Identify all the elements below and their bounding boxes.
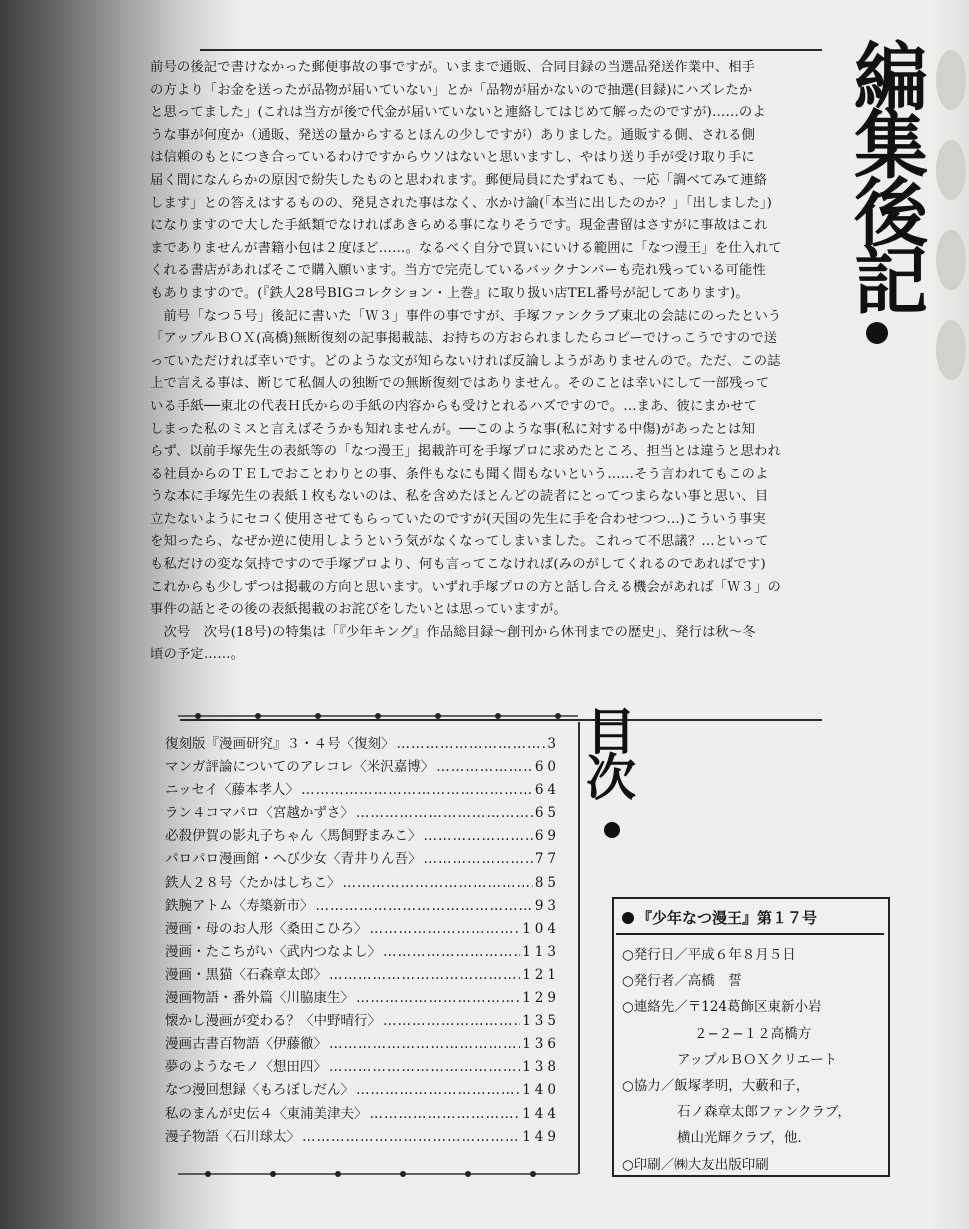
colophon-title-text: 『少年なつ漫王』第１７号 [637,909,818,927]
toc-leader-dots [356,802,533,825]
cooperation: ○協力／飯塚孝明，大藪和子， [622,1078,810,1095]
toc-entry-title: 懐かし漫画が変わる？〈中野晴行〉 [165,1013,381,1030]
printing: ○印刷／㈱大友出版印刷 [622,1156,769,1173]
toc-entry-page: 64 [534,782,560,799]
editorial-line: らず、以前手塚先生の表紙等の「なつ漫王」掲載許可を手塚プロに求めたところ、担当とは違うと思われ [150,444,781,460]
top-divider [200,49,822,51]
editorial-line: と思ってました」(これは当方が後で代金が届いていないと連絡してはじめて解ったのですが)……のよ [150,105,766,121]
editorial-line: は信頼のもとにつき合っているわけですからウソはないと思いますし、やはり送り手が受け取り手に [150,150,755,166]
toc-entry [165,918,560,941]
editorial-line: までありませんが書籍小包は２度ほど……。なるべく自分で買いにいける範囲に「なつ漫王」を仕入れて [150,240,783,256]
toc-chain-border-bottom [178,1168,578,1180]
toc-entry-title: パロパロ漫画館・へび少女〈青井りん吾〉 [165,851,422,868]
toc-entry-page: 136 [522,1036,560,1053]
editorial-line: 届く間になんらかの原因で紛失したものと思われます。郵便局員にたずねても、一応「調べてみて連絡 [150,172,768,188]
editorial-line: 前号の後記で書けなかった郵便事故の事ですが。いままで通販、合同目録の当選品発送作業中、相手 [150,60,756,75]
bullet-icon [622,912,634,924]
editorial-line: 次号 次号(18号)の特集は「『少年キング』作品総目録〜創刊から休刊までの歴史」、発行は秋〜冬 [150,624,756,640]
toc-entry [165,733,560,756]
toc-entry [165,1033,560,1056]
toc-leader-dots [316,895,533,918]
issue-date: ○発行日／平成６年８月５日 [622,947,796,963]
toc-entry [165,872,560,895]
toc-entry-title: 漫画・黒猫〈石森章太郎〉 [165,966,327,983]
contact-address: ○連絡先／〒124葛飾区東新小岩 [622,999,822,1016]
toc-leader-dots [397,733,546,756]
toc-entry-page: 60 [534,759,560,776]
toc-entry-page: 144 [522,1105,560,1122]
toc-entry [165,941,560,964]
toc-entry-page: 77 [534,851,560,868]
toc-entry-title: 夢のようなモノ〈想田四〉 [165,1059,327,1076]
contact-organization: アップルＢＯＸクリエート [677,1051,838,1068]
editorial-line: 前号「なつ５号」後記に書いた「Ｗ３」事件の事ですが、手塚ファンクラブ東北の会誌にのったという [150,308,782,324]
toc-entry-page: 129 [522,990,560,1007]
toc-entry [165,1010,560,1033]
toc-entry [165,1103,560,1126]
toc-entry [165,848,560,871]
editorial-line: これからも少しずつは掲載の方向と思います。いずれ手塚プロの方と話し合える機会があれば「Ｗ３」の [150,579,781,595]
toc-leader-dots [356,987,520,1010]
toc-leader-dots [424,825,533,848]
colophon-box [612,897,890,1177]
toc-entry-title: 必殺伊賀の影丸子ちゃん〈馬飼野まみこ〉 [165,828,422,845]
toc-leader-dots [436,756,533,779]
toc-entry-page: 3 [547,736,560,752]
editorial-line: くれる書店があればそこで購入願います。当方で完売しているバックナンバーも売れ残っている可能性 [150,263,766,279]
contact-address-line2: ２−２−１２高橋方 [694,1025,812,1042]
editorial-line: 事件の話とその後の表紙掲載のお詫びをしたいとは思っていますが。 [150,602,567,618]
toc-heading: 目次 [578,705,636,797]
toc-leader-dots [383,1010,520,1033]
editorial-line: します」との答えはするものの、発見された事はなく、水かけ論(「本当に出したのか？」「出しました」) [150,195,772,211]
colophon-title [622,907,817,928]
colophon-details [622,942,851,1178]
toc-entry-title: マンガ評論についてのアレコレ〈米沢嘉博〉 [165,759,435,776]
editorial-line: っていただければ幸いです。どのような文が知らないければ反論しようがありませんので。ただ、この誌 [150,353,781,369]
toc-leader-dots [383,941,520,964]
editorial-line: の方より「お金を送ったが品物が届いていない」とか「品物が届かないので抽選(目録)にハズレたか [150,82,753,98]
cooperation-line3: 横山光輝クラブ，他． [677,1130,811,1147]
bleed-through-mark [936,320,966,380]
toc-chain-border-top [178,710,578,722]
toc-leader-dots [343,872,533,895]
editorial-line: 立たないようにセコく使用させてもらっていたのですが(天国の先生に手を合わせつつ…)こういう事実 [150,511,766,527]
toc-entry-title: ラン４コマパロ〈宮越かずさ〉 [165,805,354,822]
editorial-line: 「アップルＢＯＸ(高橋)無断復刻の記事掲載誌、お持ちの方おられましたらコピーでけっこうですので送 [150,331,778,347]
toc-entry [165,1126,560,1149]
toc-heading-dot [604,822,620,838]
toc-entry-page: 113 [522,943,560,960]
publisher: ○発行者／高橋 誓 [622,973,742,990]
toc-leader-dots [301,779,533,802]
toc-entry-page: 149 [522,1128,560,1145]
toc-entry-title: 漫画・母のお人形〈桑田こひろ〉 [165,920,368,937]
editorial-line: いる手紙──東北の代表Ｈ氏からの手紙の内容からも受けとれるハズですので。…まあ、彼にまかせて [150,398,758,414]
bleed-through-mark [936,230,966,290]
toc-entry-page: 85 [534,874,560,891]
title-dot [866,322,888,344]
editorial-line: しまった私のミスと言えばそうかも知れませんが。──このような事(私に対する中傷)があったとは知 [150,421,756,437]
editorial-line: 頃の予定……。 [150,647,245,663]
toc-entry [165,756,560,779]
editorial-title-block [828,38,934,338]
editorial-title: 編集後記 [842,38,928,310]
toc-entry-page: 93 [534,897,560,914]
toc-entry-title: 漫子物語〈石川球太〉 [165,1128,300,1145]
toc-leader-dots [356,1079,520,1102]
toc-entry-title: 私のまんが史伝４〈東浦美津夫〉 [165,1105,368,1122]
toc-entry-page: 135 [522,1013,560,1030]
toc-leader-dots [370,1103,521,1126]
toc-entry-title: 鉄人２８号〈たかはしちこ〉 [165,874,341,891]
toc-entry-title: 漫画古書百物語〈伊藤徹〉 [165,1036,327,1053]
toc-entry [165,964,560,987]
toc-entry [165,895,560,918]
toc-entry-title: 漫画物語・番外篇〈川脇康生〉 [165,990,354,1007]
toc-entry-title: なつ漫回想録〈もろぼしだん〉 [165,1082,354,1099]
cooperation-line2: 石ノ森章太郎ファンクラブ， [677,1104,851,1121]
toc-entry [165,802,560,825]
toc-entry [165,987,560,1010]
toc-entry [165,1056,560,1079]
toc-leader-dots [329,964,520,987]
bleed-through-mark [936,140,966,200]
toc-entry-title: 鉄腕アトム〈寿築新市〉 [165,897,314,914]
toc-entry-title: ニッセイ〈藤本孝人〉 [165,782,300,799]
bleed-through-mark [936,50,966,110]
toc-entry [165,779,560,802]
editorial-line: る社員からのＴＥＬでおことわりとの事、条件もなにも聞く間もないという……そう言われてもこのよ [150,466,769,482]
toc-entry-page: 104 [522,920,560,937]
toc-leader-dots [370,918,521,941]
toc-entry-title: 復刻版『漫画研究』３・４号〈復刻〉 [165,736,395,752]
toc-entry-title: 漫画・たこちがい〈武内つなよし〉 [165,943,381,960]
toc-leader-dots [329,1033,520,1056]
toc-entry-page: 69 [534,828,560,845]
editorial-line: も私だけの変な気持ですので手塚プロより、何も言ってこなければ(みのがしてくれるのであればです) [150,557,766,573]
toc-entry-page: 138 [522,1059,560,1076]
table-of-contents [165,733,560,1149]
editorial-line: を知ったら、なぜか逆に使用しようという気がなくなってしまいました。これって不思議？…といって [150,534,769,550]
editorial-line: うな事が何度か（通販、発送の量からするとほんの少しですが）ありました。通販する側、される側 [150,127,756,143]
toc-entry [165,825,560,848]
toc-leader-dots [302,1126,520,1149]
editorial-line: になりますので大した手紙類でなければあきらめる事になりそうです。現金書留はさすがに事故はこれ [150,218,768,234]
editorial-line: うな本に手塚先生の表紙１枚もないのは、私を含めたほとんどの読者にとってつまらない事と思い、目 [150,489,769,505]
toc-leader-dots [329,1056,520,1079]
colophon-divider [616,933,884,935]
toc-entry [165,1079,560,1102]
editorial-body [150,57,820,667]
editorial-line: もありますので。(『鉄人28号BIGコレクション・上巻』に取り扱い店TEL番号が記してあります)。 [150,285,749,301]
editorial-line: 上で言える事は、断じて私個人の独断での無断復刻ではありません。そのことは幸いにして一部残って [150,376,770,392]
toc-entry-page: 140 [522,1082,560,1099]
toc-entry-page: 121 [522,966,560,983]
toc-entry-page: 65 [534,805,560,822]
toc-leader-dots [424,848,533,871]
